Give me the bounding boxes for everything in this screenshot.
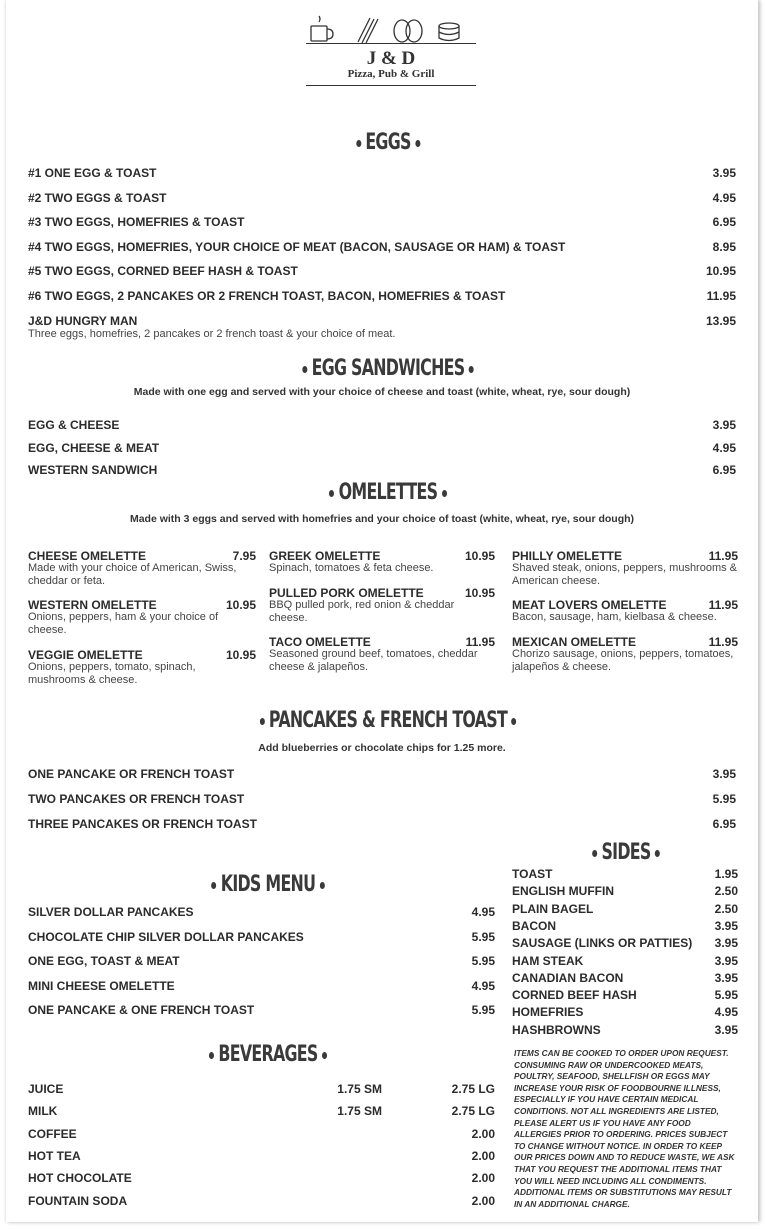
omelette-price: 10.95 (225, 598, 256, 612)
logo-subtitle: Pizza, Pub & Grill (347, 68, 435, 80)
menu-item-name: HOMEFRIES (512, 1005, 584, 1020)
omelette-price: 10.95 (225, 648, 256, 662)
omelette-price: 11.95 (708, 549, 738, 563)
omelettes-subtitle: Made with 3 eggs and served with homefries and your choice of toast (white, wheat, rye, sour dough) (129, 513, 635, 525)
egg-sandwiches-title: EGG SANDWICHES (244, 356, 532, 381)
bullet-icon (655, 850, 660, 857)
menu-item-name: ONE PANCAKE OR FRENCH TOAST (28, 767, 235, 781)
beverage-name: FOUNTAIN SODA (28, 1193, 128, 1208)
menu-item-name: #6 TWO EGGS, 2 PANCAKES OR 2 FRENCH TOAST, BACON, HOMEFRIES & TOAST (28, 289, 506, 303)
omelette-name: MEXICAN OMELETTE (512, 635, 637, 649)
omelette-name: MEAT LOVERS OMELETTE (512, 598, 667, 612)
sides-title: SIDES (554, 840, 698, 865)
omelette-price: 10.95 (464, 549, 495, 563)
bullet-icon (322, 1052, 327, 1059)
menu-item-price: 3.95 (714, 918, 738, 933)
menu-item-price: 4.95 (712, 190, 736, 205)
bullet-icon (592, 850, 597, 857)
bullet-icon (469, 366, 474, 373)
bullet-icon (442, 490, 447, 497)
menu-item-price: 6.95 (712, 215, 736, 230)
bullet-icon (415, 140, 420, 147)
omelette-description: Bacon, sausage, ham, kielbasa & cheese. (512, 611, 717, 623)
menu-item-name: #4 TWO EGGS, HOMEFRIES, YOUR CHOICE OF MEAT (BACON, SAUSAGE OR HAM) & TOAST (28, 239, 566, 254)
menu-item-name: HASHBROWNS (512, 1022, 601, 1037)
menu-item-price: 3.95 (712, 767, 736, 781)
beverage-price: 2.00 (471, 1193, 495, 1208)
omelette-name: VEGGIE OMELETTE (28, 648, 143, 662)
bullet-icon (511, 718, 516, 725)
bullet-icon (209, 1052, 214, 1059)
omelette-name: GREEK OMELETTE (269, 549, 381, 563)
omelette-price: 11.95 (465, 635, 495, 649)
omelette-name: WESTERN OMELETTE (28, 598, 157, 612)
omelette-description: Chorizo sausage, onions, peppers, tomatoes, jalapeños & cheese. (512, 648, 734, 673)
bullet-icon (211, 882, 216, 889)
menu-item-price: 5.95 (471, 929, 495, 944)
menu-item-name: ONE PANCAKE & ONE FRENCH TOAST (28, 1003, 255, 1018)
menu-item-name: HAM STEAK (512, 953, 584, 968)
beverage-price: 2.00 (471, 1126, 495, 1141)
menu-item-price: 3.95 (714, 970, 738, 985)
menu-item-price: 3.95 (712, 418, 736, 432)
beverage-small-price: 1.75 SM (337, 1082, 382, 1096)
menu-item-price: 3.95 (712, 166, 736, 180)
menu-item-name: THREE PANCAKES OR FRENCH TOAST (28, 817, 257, 831)
omelette-description: Made with your choice of American, Swiss, cheddar or feta. (28, 562, 237, 587)
bullet-icon (356, 140, 361, 147)
egg-sandwiches-subtitle: Made with one egg and served with your choice of cheese and toast (white, wheat, rye, sour dough) (133, 386, 631, 398)
omelette-description: Spinach, tomatoes & feta cheese. (269, 562, 434, 574)
logo (306, 10, 476, 88)
menu-item-name: TWO PANCAKES OR FRENCH TOAST (28, 792, 245, 806)
omelettes-title: OMELETTES (280, 480, 496, 505)
menu-item-price: 4.95 (714, 1005, 738, 1020)
omelette-price: 10.95 (464, 586, 495, 600)
omelette-name: PHILLY OMELETTE (512, 549, 623, 563)
bullet-icon (329, 490, 334, 497)
beverage-small-price: 1.75 SM (337, 1104, 382, 1119)
menu-item-price: 3.95 (714, 953, 738, 968)
omelette-description: Onions, peppers, tomato, spinach, mushrooms & cheese. (28, 661, 196, 686)
menu-item-price: 4.95 (712, 440, 736, 455)
menu-item-name: CORNED BEEF HASH (512, 988, 637, 1003)
menu-item-name: MINI CHEESE OMELETTE (28, 978, 175, 993)
menu-item-price: 2.50 (714, 884, 738, 899)
bullet-icon (302, 366, 307, 373)
menu-item-name: EGG, CHEESE & MEAT (28, 440, 160, 455)
menu-item-name: #1 ONE EGG & TOAST (28, 166, 157, 180)
menu-item-name: PLAIN BAGEL (512, 901, 594, 916)
menu-item-name: J&D HUNGRY MAN (28, 313, 138, 328)
menu-item-price: 8.95 (712, 239, 736, 254)
beverage-price: 2.75 LG (451, 1104, 495, 1119)
menu-item-price: 10.95 (705, 264, 736, 279)
menu-item-name: SAUSAGE (LINKS OR PATTIES) (512, 936, 693, 951)
menu-item-price: 5.95 (712, 792, 736, 806)
omelette-description: Seasoned ground beef, tomatoes, cheddar cheese & jalapeños. (269, 648, 478, 673)
breakfast-icons (306, 14, 476, 46)
beverage-name: MILK (28, 1104, 58, 1119)
omelette-description: Shaved steak, onions, peppers, mushrooms & American cheese. (512, 562, 738, 587)
menu-item-name: SILVER DOLLAR PANCAKES (28, 905, 194, 919)
eggs-title: EGGS (280, 130, 496, 155)
menu-item-price: 11.95 (706, 289, 736, 303)
omelette-name: TACO OMELETTE (269, 635, 371, 649)
menu-item-price: 13.95 (705, 313, 736, 328)
menu-item-price: 3.95 (714, 1022, 738, 1037)
pancakes-subtitle: Add blueberries or chocolate chips for 1.25 more. (258, 742, 506, 754)
beverage-price: 2.75 LG (451, 1082, 495, 1096)
omelette-name: PULLED PORK OMELETTE (269, 586, 424, 600)
beverage-price: 2.00 (471, 1171, 495, 1186)
menu-item-name: TOAST (512, 867, 553, 881)
menu-item-name: CHOCOLATE CHIP SILVER DOLLAR PANCAKES (28, 929, 304, 944)
omelette-price: 7.95 (232, 549, 256, 563)
menu-item-name: EGG & CHEESE (28, 418, 120, 432)
menu-item-price: 5.95 (714, 988, 738, 1003)
menu-item-price: 1.95 (714, 867, 738, 881)
omelette-price: 11.95 (708, 635, 738, 649)
omelette-description: Onions, peppers, ham & your choice of cheese. (28, 611, 219, 636)
menu-item-price: 5.95 (471, 1003, 495, 1018)
beverages-title: BEVERAGES (160, 1042, 376, 1067)
logo-name: J & D (366, 48, 416, 69)
menu-item-price: 6.95 (712, 463, 736, 477)
menu-item-price: 3.95 (714, 936, 738, 951)
bullet-icon (260, 718, 265, 725)
menu-item-price: 5.95 (471, 954, 495, 969)
menu-item-name: ENGLISH MUFFIN (512, 884, 614, 899)
menu-item-price: 6.95 (712, 817, 736, 831)
omelette-name: CHEESE OMELETTE (28, 549, 147, 563)
menu-item-name: BACON (512, 918, 556, 933)
menu-item-name: #2 TWO EGGS & TOAST (28, 190, 167, 205)
omelette-price: 11.95 (708, 598, 738, 612)
bullet-icon (320, 882, 325, 889)
menu-item-name: #5 TWO EGGS, CORNED BEEF HASH & TOAST (28, 264, 298, 279)
beverage-name: HOT TEA (28, 1148, 81, 1163)
beverage-name: HOT CHOCOLATE (28, 1171, 132, 1186)
menu-item-price: 4.95 (471, 978, 495, 993)
logo-divider-top (306, 43, 476, 44)
beverage-name: COFFEE (28, 1126, 77, 1141)
menu-item-description: Three eggs, homefries, 2 pancakes or 2 french toast & your choice of meat. (28, 327, 396, 340)
menu-page (6, 0, 758, 1222)
menu-item-price: 4.95 (471, 905, 495, 919)
kids-menu-title: KIDS MENU (160, 872, 376, 897)
pancakes-title: PANCAKES & FRENCH TOAST (208, 708, 568, 733)
beverage-name: JUICE (28, 1082, 64, 1096)
menu-item-name: WESTERN SANDWICH (28, 463, 158, 477)
disclaimer-text: ITEMS CAN BE COOKED TO ORDER UPON REQUEST. CONSUMING RAW OR UNDERCOOKED MEATS, POULTRY, SEAFOOD, SHELLFISH OR EGGS MAY INCREASE YOUR RISK OF FOODBOURNE ILLNESS, ESPECIALLY IF YOU HAVE CERTAIN MEDICAL CONDITIONS. NOT ALL INGREDIENTS ARE LISTED, PLEASE ALERT US IF YOU HAVE ANY FOOD ALLERGIES PRIOR TO ORDERING. PRICES SUBJECT TO CHANGE WITHOUT NOTICE. IN ORDER TO KEEP OUR PRICES DOWN AND TO REDUCE WASTE, WE ASK THAT YOU REQUEST THE ADDITIONAL ITEMS THAT YOU WILL NEED INCLUDING ALL CONDIMENTS. ADDITIONAL ITEMS OR SUBSTITUTIONS MAY RESULT IN AN ADDITIONAL CHARGE. (514, 1048, 735, 1209)
menu-item-name: CANADIAN BACON (512, 970, 624, 985)
menu-item-name: #3 TWO EGGS, HOMEFRIES & TOAST (28, 215, 245, 230)
logo-divider-bottom (306, 85, 476, 86)
menu-item-name: ONE EGG, TOAST & MEAT (28, 954, 180, 969)
omelette-description: BBQ pulled pork, red onion & cheddar cheese. (269, 599, 455, 624)
beverage-price: 2.00 (471, 1148, 495, 1163)
menu-item-price: 2.50 (714, 901, 738, 916)
